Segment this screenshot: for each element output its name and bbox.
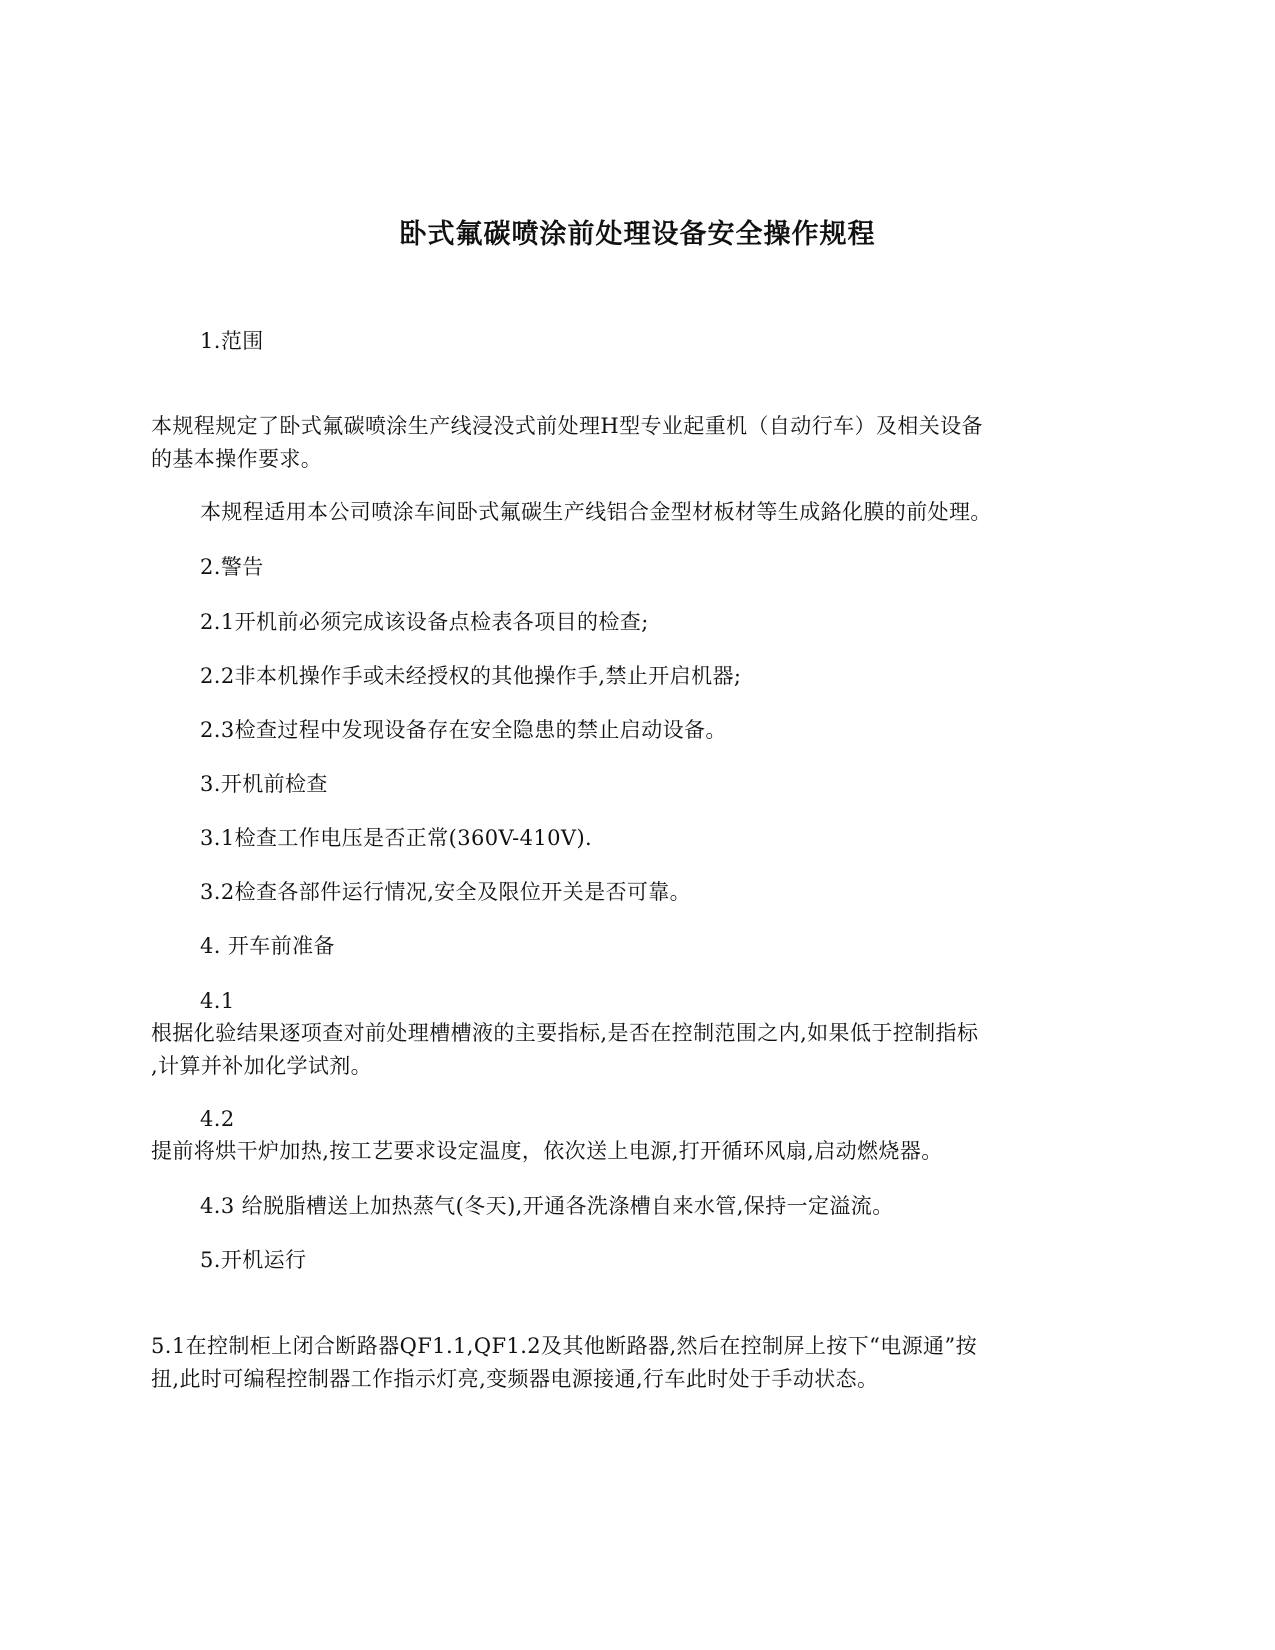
prep-item-4-1-line-1: 根据化验结果逐项查对前处理槽槽液的主要指标,是否在控制范围之内,如果低于控制指标 xyxy=(151,1021,979,1045)
section-heading-scope: 1.范围 xyxy=(200,329,264,353)
section-heading-preparation: 4. 开车前准备 xyxy=(200,934,335,958)
warning-item-2-1: 2.1开机前必须完成该设备点检表各项目的检查; xyxy=(200,610,649,634)
warning-item-2-2: 2.2非本机操作手或未经授权的其他操作手,禁止开启机器; xyxy=(200,664,742,688)
applicability-paragraph: 本规程适用本公司喷涂车间卧式氟碳生产线铝合金型材板材等生成鉻化膜的前处理。 xyxy=(200,500,992,524)
prep-item-4-2-text: 提前将烘干炉加热,按工艺要求设定温度，依次送上电源,打开循环风扇,启动燃烧器。 xyxy=(151,1139,943,1163)
scope-paragraph-line-2: 的基本操作要求。 xyxy=(151,447,323,471)
prep-item-4-1-number: 4.1 xyxy=(200,989,235,1013)
document-title: 卧式氟碳喷涂前处理设备安全操作规程 xyxy=(399,219,876,250)
check-item-3-1: 3.1检查工作电压是否正常(360V-410V). xyxy=(200,826,593,850)
prep-item-4-1-line-2: ,计算并补加化学试剂。 xyxy=(151,1054,373,1078)
operation-item-5-1-line-1: 5.1在控制柜上闭合断路器QF1.1,QF1.2及其他断路器,然后在控制屏上按下“电源通”按 xyxy=(151,1334,977,1358)
section-heading-warning: 2.警告 xyxy=(200,555,264,579)
section-heading-operation: 5.开机运行 xyxy=(200,1248,307,1272)
operation-item-5-1-line-2: 扭,此时可编程控制器工作指示灯亮,变频器电源接通,行车此时处于手动状态。 xyxy=(151,1367,879,1391)
prep-item-4-3: 4.3 给脱脂槽送上加热蒸气(冬天),开通各洗涤槽自来水管,保持一定溢流。 xyxy=(200,1194,894,1218)
warning-item-2-3: 2.3检查过程中发现设备存在安全隐患的禁止启动设备。 xyxy=(200,718,727,742)
section-heading-pre-start-check: 3.开机前检查 xyxy=(200,772,328,796)
scope-paragraph-line-1: 本规程规定了卧式氟碳喷涂生产线浸没式前处理H型专业起重机（自动行车）及相关设备 xyxy=(151,414,983,438)
check-item-3-2: 3.2检查各部件运行情况,安全及限位开关是否可靠。 xyxy=(200,880,692,904)
prep-item-4-2-number: 4.2 xyxy=(200,1107,235,1131)
